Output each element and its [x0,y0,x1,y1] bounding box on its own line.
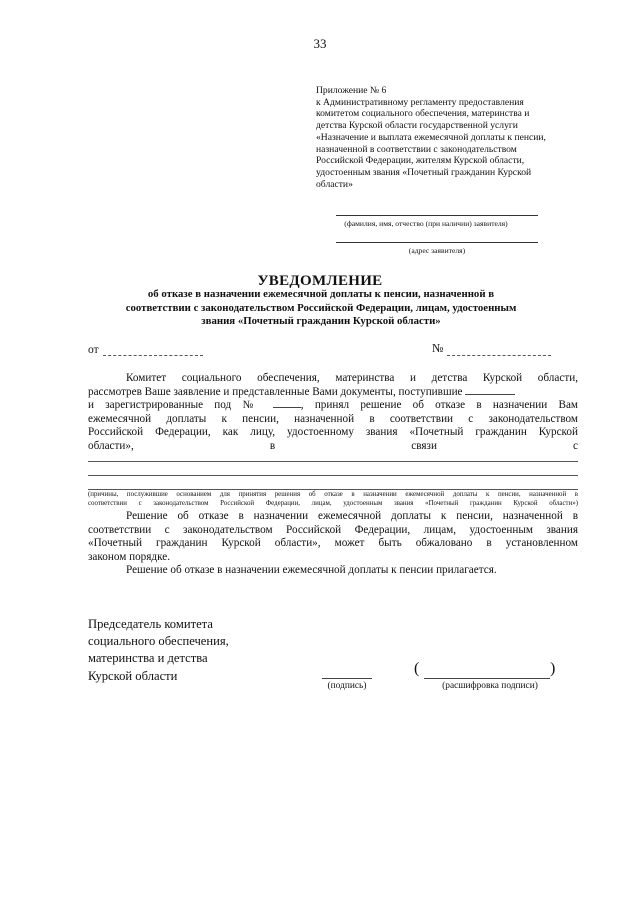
paragraph-1 [88,372,578,454]
reason-line-2[interactable] [88,475,578,476]
registration-number-field[interactable] [273,407,301,408]
appendix-line: Российской Федерации, жителям Курской области, [316,155,525,167]
appendix-line: области» [316,178,353,190]
appendix-line: комитетом социального обеспечения, материнства и [316,108,530,120]
appendix-line: к Административному регламенту предоставления [316,96,524,108]
p2-line: Решение об отказе в назначении ежемесячной доплаты к пенсии, назначенной в [126,510,578,522]
appendix-block [316,85,578,190]
reasons-caption-line: (причины, послужившие основанием для принятия решения об отказе в назначении ежемесячной доплаты к пенсии, назначенной в [88,491,578,498]
p1-text: с [573,439,578,452]
document-title: УВЕДОМЛЕНИЕ [257,273,383,289]
p1-line: ежемесячной доплаты к пенсии, назначенной в соответствии с законодательством [88,412,578,425]
p1-text: в [269,439,276,452]
applicant-name-line[interactable] [336,215,538,216]
signatory-position [88,616,229,685]
p1-line: Российской Федерации, как лицу, удостоенному звания «Почетный гражданин Курской [88,426,578,439]
number-label: № [432,341,444,355]
p1-line [88,386,578,400]
appendix-line: удостоенным звания «Почетный гражданин Курской [316,166,532,178]
applicant-name-caption: (фамилия, имя, отчество (при наличии) заявителя) [344,219,508,228]
reasons-caption [88,491,578,508]
position-line: Курской области [88,668,178,683]
p2-line: законом порядке. [88,550,171,563]
reason-line-3[interactable] [88,489,578,490]
document-subtitle [92,288,550,329]
p1-line [88,440,578,454]
page-number: 33 [313,36,327,51]
signature-decode-field[interactable] [424,678,550,679]
position-line: Председатель комитета [88,617,213,631]
position-line: материнства и детства [88,651,208,666]
appendix-line: назначенной в соответствии с законодательством [316,143,517,155]
position-line: социального обеспечения, [88,634,229,649]
p1-text: области», [88,439,134,452]
subtitle-line: звания «Почетный гражданин Курской области» [201,315,441,327]
signature-field[interactable] [322,678,372,679]
reason-line-1[interactable] [88,461,578,462]
decode-caption: (расшифровка подписи) [442,681,538,691]
date-label: от [88,344,99,356]
subtitle-line: соответствии с законодательством Российской Федерации, лицам, удостоенным [125,301,517,314]
number-field[interactable] [447,355,551,356]
subtitle-line: об отказе в назначении ежемесячной доплаты к пенсии, назначенной в [147,288,495,300]
paren-open: ( [414,660,420,677]
appendix-heading: Приложение № 6 [316,85,387,96]
appendix-line: «Назначение и выплата ежемесячной доплаты к пенсии, [316,131,546,143]
p2-line: «Почетный гражданин Курской области», может быть обжаловано в установленном [88,537,578,550]
p1-line: Комитет социального обеспечения, материнства и детства Курской области, [126,372,578,384]
sign-caption: (подпись) [327,681,367,691]
paragraph-2 [88,510,578,564]
received-date-field[interactable] [465,394,515,395]
paragraph-3: Решение об отказе в назначении ежемесячной доплаты к пенсии прилагается. [126,564,497,576]
p1-text: рассмотрев Ваше заявление и представленные Вами документы, поступившие [88,385,463,398]
p1-text: связи [411,439,437,452]
p1-text: , принял решение об отказе в назначении Вам [300,399,578,412]
date-field[interactable] [103,355,203,356]
p1-line [88,399,578,413]
applicant-address-line[interactable] [336,242,538,243]
applicant-address-caption: (адрес заявителя) [408,246,466,255]
paren-close: ) [550,660,556,677]
p1-text: и зарегистрированные под № [88,399,262,412]
reasons-caption-line: соответствии с законодательством Российской Федерации, лицам, удостоенным звания «Почетный гражданин Курской области») [88,499,578,507]
p2-line: соответствии с законодательством Российской Федерации, лицам, удостоенным звания [88,523,578,536]
appendix-line: детства Курской области государственной услуги [316,120,518,132]
